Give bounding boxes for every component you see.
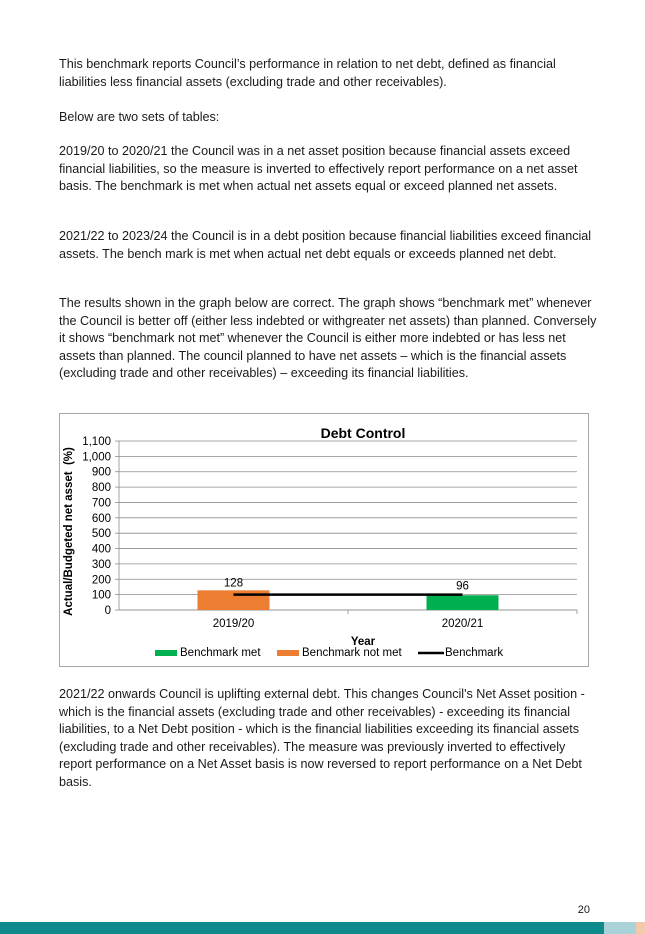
- intro-paragraph: This benchmark reports Council’s performance in relation to net debt, defined as financial liabilities less financial assets (excluding trade and other receivables).: [59, 57, 556, 89]
- y-tick-label: 600: [91, 512, 111, 525]
- y-tick-label: 800: [91, 482, 111, 495]
- legend-swatch-met: [155, 650, 177, 656]
- external-debt-paragraph: 2021/22 onwards Council is uplifting external debt. This changes Council's Net Asset position - which is the financial assets (excluding trade and other receivables) - exceeding its financial liabilities, to a Net Debt position - which is the financial liabilities exceeding its financial assets (excluding trade and other receivables). The measure was previously inverted to effectively report performance on a Net Asset basis is now reversed to report performance on a Net Debt basis.: [59, 687, 585, 789]
- y-tick-label: 100: [91, 589, 111, 602]
- bar-benchmark-met: [427, 595, 499, 610]
- y-tick-label: 0: [104, 605, 111, 617]
- debt-position-paragraph: 2021/22 to 2023/24 the Council is in a debt position because financial liabilities exceed financial assets. The bench mark is met when actual net debt equals or exceeds planned net debt.: [59, 229, 592, 261]
- legend-label-not-met: Benchmark not met: [302, 647, 402, 659]
- y-tick-label: 500: [91, 528, 111, 541]
- legend-label-met: Benchmark met: [180, 647, 261, 659]
- y-tick-label: 700: [91, 497, 111, 510]
- y-tick-label: 400: [91, 543, 111, 556]
- y-tick-label: 1,000: [82, 451, 111, 464]
- y-tick-label: 900: [91, 466, 111, 479]
- chart-title: Debt Control: [320, 425, 406, 441]
- x-tick-label: 2019/20: [212, 618, 255, 630]
- footer-light-bar: [604, 922, 636, 934]
- debt-control-chart: [59, 413, 589, 667]
- data-label: 128: [223, 577, 244, 590]
- y-axis-title: Actual/Budgeted net asset (%): [63, 447, 75, 616]
- legend-swatch-not-met: [277, 650, 299, 656]
- x-axis-title: Year: [350, 636, 376, 648]
- legend-label-benchmark: Benchmark: [445, 647, 504, 659]
- page-number: 20: [577, 904, 590, 916]
- net-asset-paragraph: 2019/20 to 2020/21 the Council was in a net asset position because financial assets exceed financial liabilities, so the measure is inverted to effectively report performance on a net asset basis. The benchmark is met when actual net assets equal or exceed planned net assets.: [59, 144, 578, 193]
- tables-intro-paragraph: Below are two sets of tables:: [59, 110, 220, 124]
- y-tick-label: 300: [91, 558, 111, 571]
- footer-peach-bar: [636, 922, 645, 934]
- y-tick-label: 1,100: [82, 436, 111, 448]
- results-paragraph: The results shown in the graph below are correct. The graph shows “benchmark met” whenever the Council is better off (either less indebted or withgreater net assets) than planned. Conversely it shows “benchmark not met” whenever the Council is either more indebted or has less net assets than planned. The council planned to have net assets – which is the financial assets (excluding trade and other receivables) – exceeding its financial liabilities.: [59, 296, 597, 380]
- chart-canvas: [60, 414, 590, 668]
- y-tick-label: 200: [91, 574, 111, 587]
- bar-benchmark-not-met: [198, 590, 270, 610]
- data-label: 96: [456, 580, 469, 593]
- x-tick-label: 2020/21: [441, 618, 484, 630]
- footer-teal-bar: [0, 922, 604, 934]
